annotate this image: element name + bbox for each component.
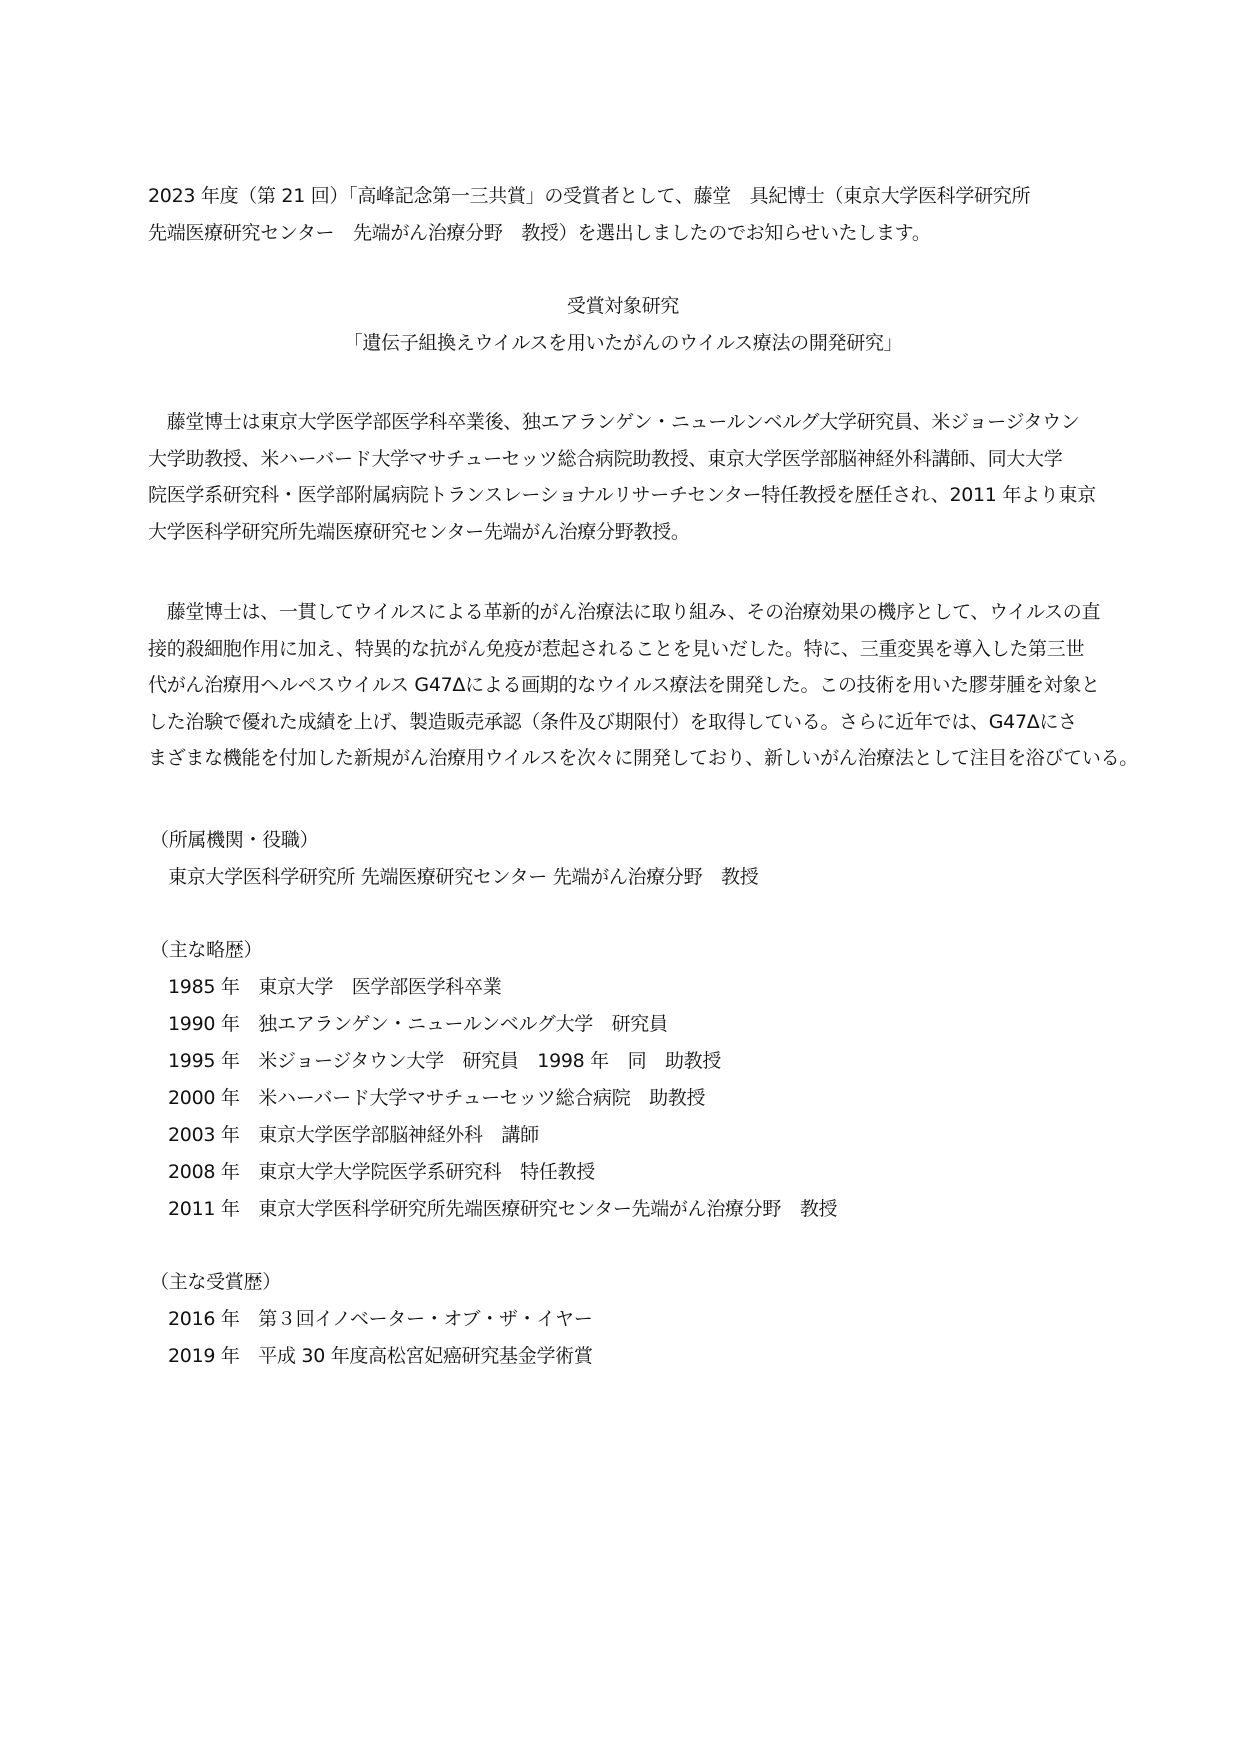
research-title: 「遺伝子組換えウイルスを用いたがんのウイルス療法の開発研究」: [343, 331, 903, 354]
achievement-line: 代がん治療用ヘルペスウイルス G47Δによる画期的なウイルス療法を開発した。この技術を用いた膠芽腫を対象と: [148, 674, 1100, 696]
career-item: 1985 年 東京大学 医学部医学科卒業: [168, 976, 502, 998]
intro-paragraph: [148, 178, 1098, 251]
bio-line: 藤堂博士は東京大学医学部医学科卒業後、独エアランゲン・ニュールンベルグ大学研究員、米ジョージタウン: [148, 411, 1080, 433]
career-item: 1990 年 独エアランゲン・ニュールンベルグ大学 研究員: [168, 1013, 668, 1035]
achievement-paragraph: [148, 594, 1138, 777]
achievement-line: した治験で優れた成績を上げ、製造販売承認（条件及び期限付）を取得している。さらに近年では、G47Δにさ: [148, 710, 1077, 733]
award-item: 2016 年 第３回イノベーター・オブ・ザ・イヤー: [168, 1308, 593, 1330]
career-section: [150, 932, 1100, 1228]
bio-line: 大学医科学研究所先端医療研究センター先端がん治療分野教授。: [148, 520, 690, 543]
bio-paragraph: [148, 404, 1098, 550]
career-item: 1995 年 米ジョージタウン大学 研究員 1998 年 同 助教授: [168, 1050, 722, 1072]
intro-line: 先端医療研究センター 先端がん治療分野 教授）を選出しましたのでお知らせいたします。: [148, 221, 931, 244]
career-heading: （主な略歴）: [150, 939, 263, 961]
achievement-line: 藤堂博士は、一貫してウイルスによる革新的がん治療法に取り組み、その治療効果の機序として、ウイルスの直: [148, 601, 1101, 623]
affiliation-value: 東京大学医科学研究所 先端医療研究センター 先端がん治療分野 教授: [168, 866, 759, 888]
career-item: 2000 年 米ハーバード大学マサチューセッツ総合病院 助教授: [168, 1087, 706, 1109]
achievement-line: まざまな機能を付加した新規がん治療用ウイルスを次々に開発しており、新しいがん治療法として注目を浴びている。: [148, 747, 1138, 769]
career-item: 2003 年 東京大学医学部脳神経外科 講師: [168, 1124, 539, 1146]
career-item: 2008 年 東京大学大学院医学系研究科 特任教授: [168, 1161, 595, 1183]
awards-heading: （主な受賞歴）: [150, 1271, 281, 1293]
award-item: 2019 年 平成 30 年度高松宮妃癌研究基金学術賞: [168, 1345, 593, 1367]
bio-line: 院医学系研究科・医学部附属病院トランスレーショナルリサーチセンター特任教授を歴任され、2011 年より東京: [148, 484, 1096, 506]
affiliation-heading: （所属機関・役職）: [150, 829, 319, 851]
achievement-line: 接的殺細胞作用に加え、特異的な抗がん免疫が惹起されることを見いだした。特に、三重変異を導入した第三世: [148, 637, 1085, 660]
career-item: 2011 年 東京大学医科学研究所先端医療研究センター先端がん治療分野 教授: [168, 1198, 838, 1220]
bio-line: 大学助教授、米ハーバード大学マサチューセッツ総合病院助教授、東京大学医学部脳神経外科講師、同大大学: [148, 447, 1063, 470]
research-section: [148, 288, 1098, 361]
awards-section: [150, 1264, 1100, 1375]
intro-line: 2023 年度（第 21 回）「高峰記念第一三共賞」の受賞者として、藤堂 具紀博士（東京大学医科学研究所: [148, 185, 1031, 207]
research-label: 受賞対象研究: [566, 295, 680, 317]
affiliation-section: [150, 822, 1100, 896]
